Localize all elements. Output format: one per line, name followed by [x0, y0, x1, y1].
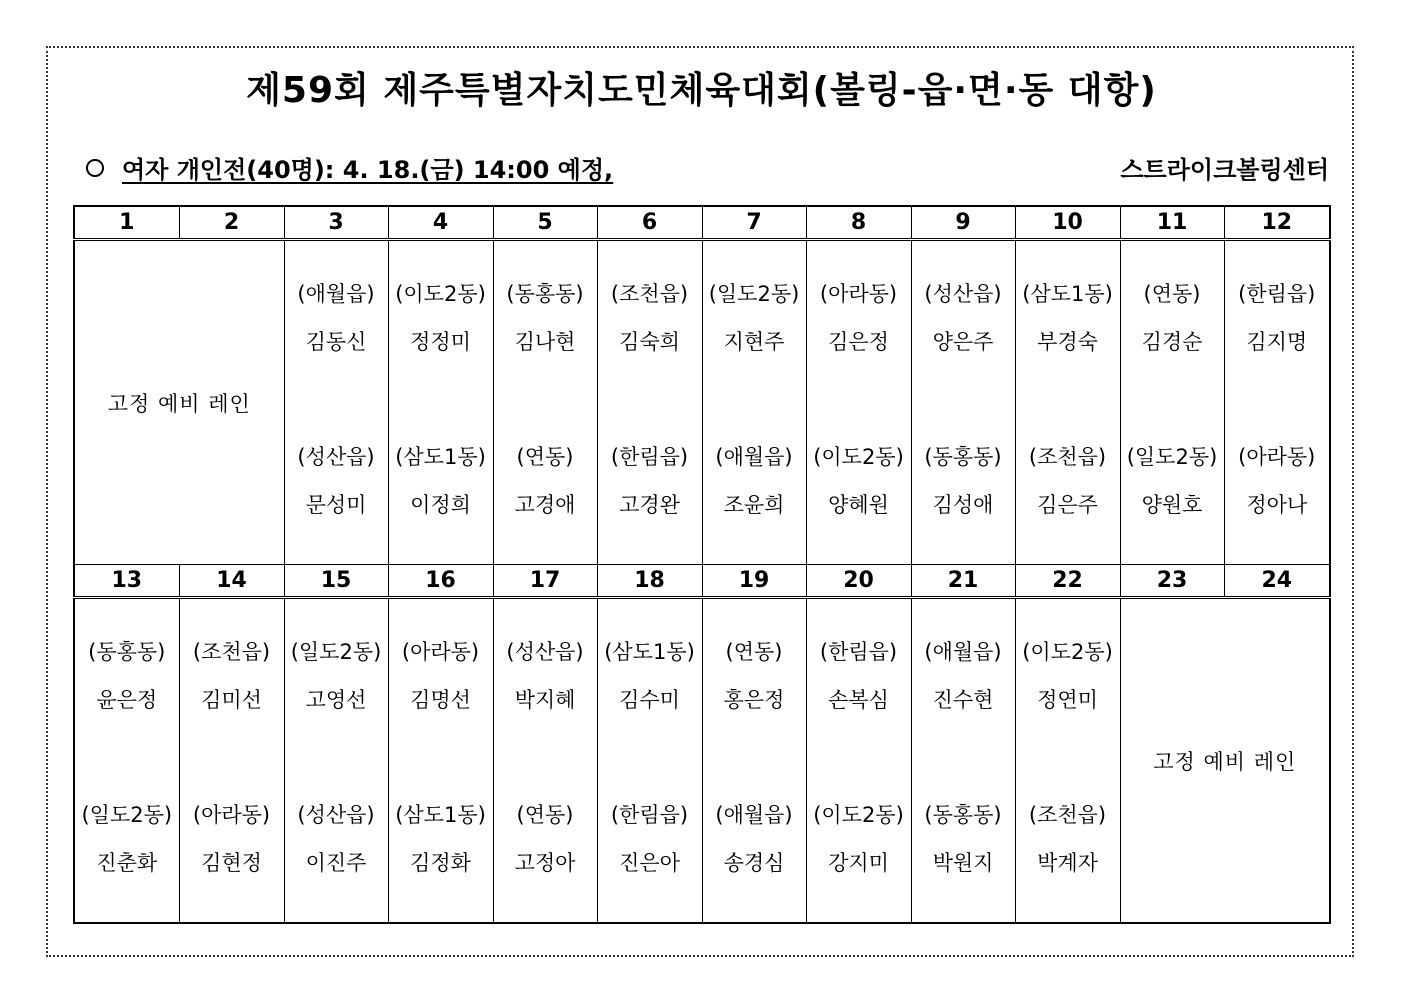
lane-cell	[806, 598, 911, 924]
team-name: (연동)	[516, 803, 574, 827]
lane-entry-row	[74, 598, 1330, 924]
team-name: (애월읍)	[924, 640, 1002, 664]
lane-number: 10	[1015, 206, 1120, 240]
player-name: 김경순	[1141, 330, 1203, 354]
reserve-lane-label: 고정 예비 레인	[107, 391, 251, 416]
player-name: 강지미	[828, 851, 889, 875]
lane-number: 18	[597, 565, 702, 598]
lane-cell	[1015, 598, 1120, 924]
lane-cell	[284, 240, 388, 565]
lane-cell	[179, 598, 284, 924]
team-name: (동홍동)	[924, 445, 1002, 469]
team-name: (애월읍)	[297, 282, 375, 306]
team-name: (성산읍)	[924, 282, 1002, 306]
lane-cell	[388, 598, 493, 924]
player-name: 고영선	[305, 688, 367, 712]
circle-bullet-icon	[86, 159, 104, 177]
event-info	[86, 150, 613, 185]
team-name: (이도2동)	[813, 445, 904, 469]
lane-cell	[702, 240, 806, 565]
lane-cell	[702, 598, 806, 924]
lane-cell	[284, 598, 388, 924]
player-name: 조윤희	[723, 493, 785, 517]
lane-number: 20	[806, 565, 911, 598]
team-name: (아라동)	[819, 282, 898, 306]
team-name: (조천읍)	[192, 640, 271, 664]
lane-cell	[597, 598, 702, 924]
player-name: 이진주	[305, 851, 367, 875]
team-name: (조천읍)	[1028, 445, 1107, 469]
lane-number: 8	[806, 206, 911, 240]
player-name: 윤은정	[96, 688, 158, 712]
player-name: 진춘화	[96, 851, 158, 875]
team-name: (한림읍)	[610, 803, 689, 827]
lane-number: 24	[1224, 565, 1330, 598]
team-name: (동홍동)	[924, 803, 1002, 827]
team-name: (아라동)	[1238, 445, 1316, 469]
lane-number-row	[74, 206, 1330, 240]
lane-cell	[806, 240, 911, 565]
team-name: (애월읍)	[715, 445, 793, 469]
player-name: 고경완	[619, 493, 680, 517]
player-name: 김명선	[410, 688, 471, 712]
lane-number: 11	[1120, 206, 1224, 240]
team-name: (일도2동)	[81, 803, 173, 827]
team-name: (한림읍)	[819, 640, 898, 664]
reserve-lane-cell	[74, 240, 284, 565]
team-name: (일도2동)	[708, 282, 800, 306]
team-name: (연동)	[725, 640, 783, 664]
lane-number: 19	[702, 565, 806, 598]
team-name: (아라동)	[401, 640, 480, 664]
team-name: (이도2동)	[813, 803, 904, 827]
player-name: 양은주	[932, 330, 994, 354]
lane-number-row	[74, 565, 1330, 598]
event-subtitle: 여자 개인전(40명): 4. 18.(금) 14:00 예정,	[122, 156, 614, 184]
lane-number: 7	[702, 206, 806, 240]
player-name: 김미선	[201, 688, 262, 712]
team-name: (조천읍)	[610, 282, 689, 306]
lane-entry-row	[74, 240, 1330, 565]
reserve-lane-label: 고정 예비 레인	[1153, 749, 1297, 774]
lane-cell	[597, 240, 702, 565]
player-name: 양원호	[1141, 493, 1203, 517]
lane-number: 4	[388, 206, 493, 240]
team-name: (삼도1동)	[395, 803, 486, 827]
lane-number: 5	[493, 206, 597, 240]
page-title: 제59회 제주특별자치도민체육대회(볼링-읍·면·동 대항)	[246, 70, 1157, 111]
player-name: 이정희	[410, 493, 471, 517]
team-name: (삼도1동)	[604, 640, 695, 664]
venue-name: 스트라이크볼링센터	[1120, 156, 1329, 184]
player-name: 문성미	[305, 493, 367, 517]
player-name: 김동신	[305, 330, 367, 354]
player-name: 김정화	[410, 851, 471, 875]
lane-number: 23	[1120, 565, 1224, 598]
lane-cell	[388, 240, 493, 565]
team-name: (이도2동)	[1022, 640, 1113, 664]
team-name: (한림읍)	[1238, 282, 1316, 306]
team-name: (연동)	[516, 445, 574, 469]
lane-number: 6	[597, 206, 702, 240]
player-name: 정연미	[1037, 688, 1098, 712]
player-name: 송경심	[723, 851, 785, 875]
player-name: 부경숙	[1037, 330, 1098, 354]
team-name: (성산읍)	[297, 445, 375, 469]
player-name: 홍은정	[723, 688, 785, 712]
team-name: (일도2동)	[290, 640, 382, 664]
lane-cell	[1120, 240, 1224, 565]
player-name: 김현정	[201, 851, 262, 875]
team-name: (일도2동)	[1126, 445, 1218, 469]
player-name: 김은주	[1037, 493, 1098, 517]
team-name: (성산읍)	[506, 640, 584, 664]
player-name: 김성애	[932, 493, 994, 517]
player-name: 정아나	[1246, 493, 1308, 517]
player-name: 김수미	[619, 688, 680, 712]
player-name: 손복심	[828, 688, 889, 712]
lane-number: 9	[911, 206, 1015, 240]
lane-number: 15	[284, 565, 388, 598]
player-name: 박계자	[1037, 851, 1098, 875]
lane-cell	[74, 598, 179, 924]
team-name: (조천읍)	[1028, 803, 1107, 827]
lane-assignment-table	[73, 205, 1331, 924]
player-name: 김나현	[514, 330, 576, 354]
player-name: 고경애	[514, 493, 576, 517]
team-name: (삼도1동)	[395, 445, 486, 469]
lane-number: 3	[284, 206, 388, 240]
lane-number: 13	[74, 565, 179, 598]
lane-number: 17	[493, 565, 597, 598]
team-name: (동홍동)	[506, 282, 584, 306]
lane-number: 2	[179, 206, 284, 240]
player-name: 지현주	[723, 330, 785, 354]
lane-number: 22	[1015, 565, 1120, 598]
lane-cell	[1224, 240, 1330, 565]
lane-number: 16	[388, 565, 493, 598]
reserve-lane-cell	[1120, 598, 1330, 924]
team-name: (삼도1동)	[1022, 282, 1113, 306]
player-name: 정정미	[410, 330, 471, 354]
lane-number: 12	[1224, 206, 1330, 240]
lane-cell	[911, 598, 1015, 924]
team-name: (한림읍)	[610, 445, 689, 469]
team-name: (연동)	[1143, 282, 1201, 306]
team-name: (성산읍)	[297, 803, 375, 827]
player-name: 양혜원	[828, 493, 889, 517]
player-name: 김은정	[828, 330, 889, 354]
team-name: (아라동)	[192, 803, 271, 827]
lane-cell	[493, 240, 597, 565]
lane-number: 21	[911, 565, 1015, 598]
team-name: (이도2동)	[395, 282, 486, 306]
player-name: 박원지	[932, 851, 994, 875]
player-name: 김지명	[1246, 330, 1308, 354]
player-name: 김숙희	[619, 330, 680, 354]
player-name: 진수현	[932, 688, 994, 712]
lane-cell	[493, 598, 597, 924]
team-name: (애월읍)	[715, 803, 793, 827]
player-name: 박지혜	[514, 688, 576, 712]
player-name: 진은아	[619, 851, 680, 875]
lane-cell	[911, 240, 1015, 565]
lane-cell	[1015, 240, 1120, 565]
team-name: (동홍동)	[88, 640, 166, 664]
player-name: 고정아	[514, 851, 576, 875]
lane-number: 14	[179, 565, 284, 598]
lane-number: 1	[74, 206, 179, 240]
